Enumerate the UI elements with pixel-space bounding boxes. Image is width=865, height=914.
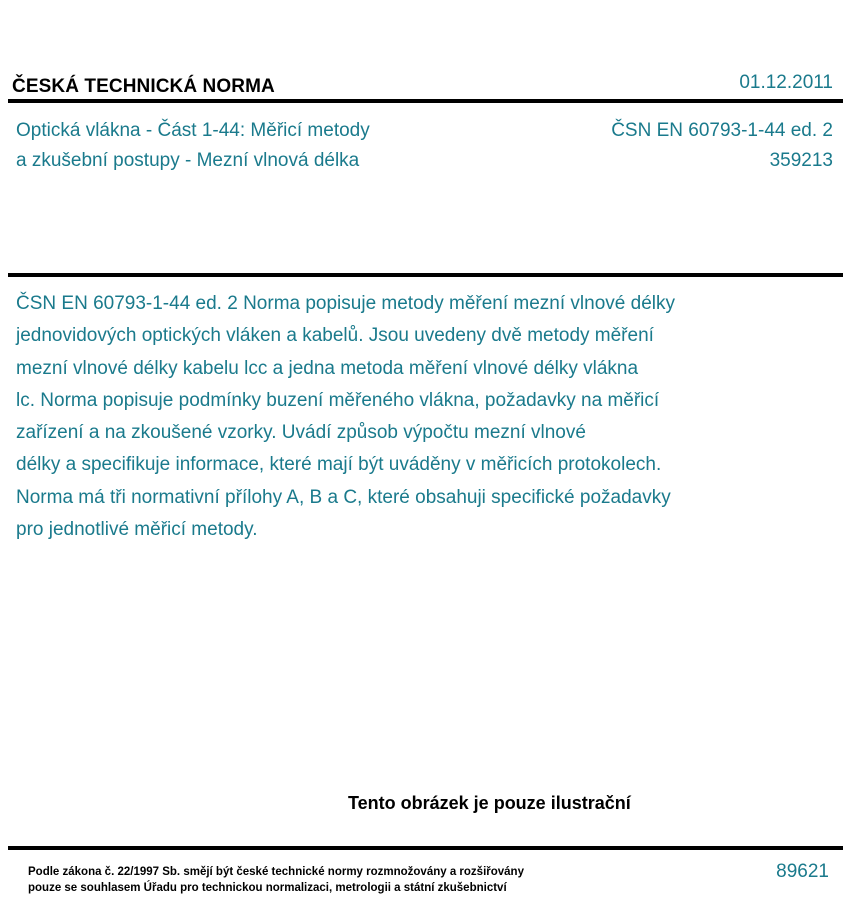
legal-notice-line: pouze se souhlasem Úřadu pro technickou normalizaci, metrologii a státní zkušebnictví [28,882,507,894]
abstract-line: délky a specifikuje informace, které mají být uváděny v měřicích protokolech. [16,454,662,476]
abstract-line: Norma má tři normativní přílohy A, B a C, které obsahuji specifické požadavky [16,486,671,508]
standard-code: ČSN EN 60793-1-44 ed. 2 [611,120,833,141]
abstract-line: lc. Norma popisuje podmínky buzení měřeného vlákna, požadavky na měřicí [16,389,660,411]
legal-notice-line: Podle zákona č. 22/1997 Sb. smějí být české technické normy rozmnožovány a rozšiřovány [28,866,524,878]
class-number: 359213 [769,150,833,171]
illustration-notice: Tento obrázek je pouze ilustrační [348,793,631,813]
legal-notice [28,864,524,896]
section-divider [8,273,843,277]
standard-title [16,116,370,176]
abstract-line: pro jednotlivé měřicí metody. [16,519,258,541]
abstract-line: zařízení a na zkoušené vzorky. Uvádí způsob výpočtu mezní vlnové [16,422,586,444]
publication-date: 01.12.2011 [739,72,833,93]
document-header-title: ČESKÁ TECHNICKÁ NORMA [12,76,275,97]
abstract-line: jednovidových optických vláken a kabelů. Jsou uvedeny dvě metody měření [16,325,654,347]
catalog-number: 89621 [776,861,829,882]
header-divider [8,99,843,103]
standard-title-line: a zkušební postupy - Mezní vlnová délka [16,150,360,171]
abstract-line: mezní vlnové délky kabelu lcc a jedna metoda měření vlnové délky vlákna [16,357,639,379]
abstract-line: ČSN EN 60793-1-44 ed. 2 Norma popisuje metody měření mezní vlnové délky [16,293,675,314]
footer-divider [8,846,843,850]
standard-identifier [611,116,833,176]
abstract-text [16,288,836,546]
standard-title-line: Optická vlákna - Část 1-44: Měřicí metody [16,120,370,141]
